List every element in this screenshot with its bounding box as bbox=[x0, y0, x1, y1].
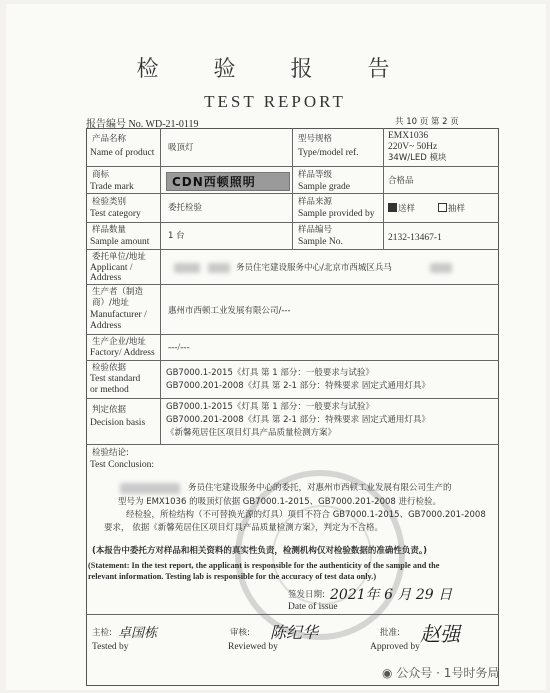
manufacturer-label-1: 生产者（制造 bbox=[92, 287, 144, 297]
issue-date-handwritten: 2021年 6 月 29 日 bbox=[330, 587, 453, 603]
issue-date-label-en: Date of issue bbox=[288, 602, 338, 612]
standard-value-1: GB7000.1-2015《灯具 第 1 部分：一般要求与试验》 bbox=[166, 368, 374, 378]
type-value-1: EMX1036 bbox=[388, 131, 429, 141]
statement-en-1: (Statement: In the test report, the applicant is responsible for the authenticity of the sample and the bbox=[88, 561, 440, 570]
column-divider bbox=[292, 128, 293, 249]
factory-label: 生产企业/地址 bbox=[92, 337, 146, 347]
manufacturer-value: 惠州市西顿工业发展有限公司/--- bbox=[168, 306, 291, 316]
grade-label: 样品等级 bbox=[298, 170, 333, 180]
amount-value: 1 台 bbox=[168, 231, 185, 241]
standard-label-en-1: Test standard bbox=[90, 374, 141, 384]
type-value-3: 34W/LED 模块 bbox=[388, 153, 447, 163]
trademark-label-en: Trade mark bbox=[90, 182, 134, 192]
tested-by-label: 主检: bbox=[92, 628, 112, 638]
standard-value-2: GB7000.201-2008《灯具 第 2-1 部分：特殊要求 固定式通用灯具》 bbox=[166, 381, 430, 391]
decision-label-en: Decision basis bbox=[90, 418, 146, 428]
watermark-text: 公众号 · 1号时务局 bbox=[396, 666, 500, 680]
report-number: 报告编号 No. WD-21-0119 bbox=[86, 119, 199, 130]
type-label-en: Type/model ref. bbox=[298, 148, 359, 158]
report-title-en: TEST REPORT bbox=[204, 92, 346, 111]
conclusion-line-2: 型号为 EMX1036 的吸顶灯依据 GB7000.1-2015、GB7000.201-2008 进行检验。 bbox=[118, 497, 442, 507]
reviewed-by-label-en: Reviewed by bbox=[228, 642, 278, 652]
conclusion-line-1: 务员住宅建设服务中心的委托，对惠州市西顿工业发展有限公司生产的 bbox=[188, 483, 452, 493]
tested-by-signature: 卓国栋 bbox=[118, 626, 158, 641]
standard-label: 检验依据 bbox=[92, 363, 127, 373]
column-divider bbox=[383, 128, 384, 249]
conclusion-line-4: 要求， 依据《新馨苑居住区项目灯具产品质量检测方案》，判定为不合格。 bbox=[104, 523, 383, 533]
row-divider bbox=[86, 284, 499, 285]
column-divider bbox=[160, 128, 161, 444]
row-divider bbox=[86, 360, 499, 361]
conclusion-label-en: Test Conclusion: bbox=[90, 460, 154, 470]
sample-no-value: 2132-13467-1 bbox=[388, 233, 442, 243]
tested-by-label-en: Tested by bbox=[92, 642, 129, 652]
category-label-en: Test category bbox=[90, 209, 141, 219]
product-name-value: 吸顶灯 bbox=[168, 143, 194, 153]
amount-label-en: Sample amount bbox=[90, 237, 150, 247]
row-divider bbox=[86, 398, 499, 399]
type-label: 型号规格 bbox=[298, 134, 333, 144]
empty-box-icon bbox=[438, 203, 447, 212]
row-divider bbox=[86, 444, 499, 445]
trademark-label: 商标 bbox=[92, 170, 110, 180]
wechat-watermark bbox=[382, 664, 499, 681]
amount-label: 样品数量 bbox=[92, 225, 127, 235]
reviewed-by-label: 审核: bbox=[230, 628, 250, 638]
row-divider bbox=[86, 249, 499, 250]
grade-label-en: Sample grade bbox=[298, 182, 350, 192]
redaction-blur bbox=[120, 483, 180, 494]
applicant-label: 委托单位/地址 bbox=[92, 252, 146, 262]
conclusion-label: 检验结论: bbox=[92, 448, 129, 458]
product-name-label-en: Name of product bbox=[90, 148, 155, 158]
sample-source-option-sampled bbox=[438, 203, 465, 215]
page-count: 共 10 页 第 2 页 bbox=[395, 117, 459, 127]
report-title-cn: 检 验 报 告 bbox=[136, 57, 414, 82]
decision-value-2: GB7000.201-2008《灯具 第 2-1 部分：特殊要求 固定式通用灯具》 bbox=[166, 415, 430, 425]
type-value-2: 220V~ 50Hz bbox=[388, 142, 438, 152]
decision-value-3: 《新馨苑居住区项目灯具产品质量检测方案》 bbox=[166, 428, 337, 438]
manufacturer-label-en-1: Manufacturer / bbox=[90, 310, 147, 320]
grade-value: 合格品 bbox=[388, 176, 414, 186]
sample-source-label: 样品来源 bbox=[298, 197, 333, 207]
approved-by-label: 批准: bbox=[380, 628, 400, 638]
option-label: 送样 bbox=[398, 204, 416, 214]
redaction-blur bbox=[208, 263, 230, 273]
decision-label: 判定依据 bbox=[92, 405, 127, 415]
product-name-label: 产品名称 bbox=[92, 134, 127, 144]
category-value: 委托检验 bbox=[168, 203, 203, 213]
reviewed-by-signature: 陈纪华 bbox=[270, 623, 319, 642]
wechat-icon: ◉ bbox=[382, 666, 397, 680]
option-label: 抽样 bbox=[448, 204, 466, 214]
approved-by-label-en: Approved by bbox=[370, 642, 420, 652]
row-divider bbox=[86, 334, 499, 335]
applicant-label-en-1: Applicant / bbox=[90, 263, 133, 273]
factory-value: ---/--- bbox=[168, 343, 190, 353]
manufacturer-label-2: 商）/地址 bbox=[92, 298, 129, 308]
category-label: 检验类别 bbox=[92, 197, 127, 207]
sample-source-label-en: Sample provided by bbox=[298, 209, 375, 219]
sample-no-label: 样品编号 bbox=[298, 225, 333, 235]
statement-en-2: relevant information. Testing lab is responsible for the accuracy of test data only.) bbox=[88, 572, 377, 581]
checked-box-icon bbox=[388, 203, 397, 212]
trademark-logo: CDN西顿照明 bbox=[172, 175, 256, 189]
factory-label-en: Factory/ Address bbox=[90, 348, 155, 358]
issue-date-label: 签发日期: bbox=[288, 590, 325, 600]
sample-no-label-en: Sample No. bbox=[298, 237, 343, 247]
sample-source-option-submitted bbox=[388, 203, 415, 215]
manufacturer-label-en-2: Address bbox=[90, 321, 122, 331]
statement-cn: (本报告中委托方对样品和相关资料的真实性负责，检测机构仅对检验数据的准确性负责。) bbox=[92, 546, 428, 556]
applicant-label-en-2: Address bbox=[90, 273, 122, 283]
applicant-value: 务员住宅建设服务中心/北京市西城区兵马 bbox=[236, 263, 392, 273]
decision-value-1: GB7000.1-2015《灯具 第 1 部分：一般要求与试验》 bbox=[166, 402, 374, 412]
redaction-blur bbox=[174, 263, 200, 273]
approved-by-signature: 赵强 bbox=[420, 622, 460, 646]
standard-label-en-2: or method bbox=[90, 385, 129, 395]
conclusion-line-3: 经检验，所检结构（不可替换光源的灯具）项目不符合 GB7000.1-2015、GB7000.201-2008 bbox=[126, 510, 486, 520]
redaction-blur bbox=[430, 263, 452, 273]
